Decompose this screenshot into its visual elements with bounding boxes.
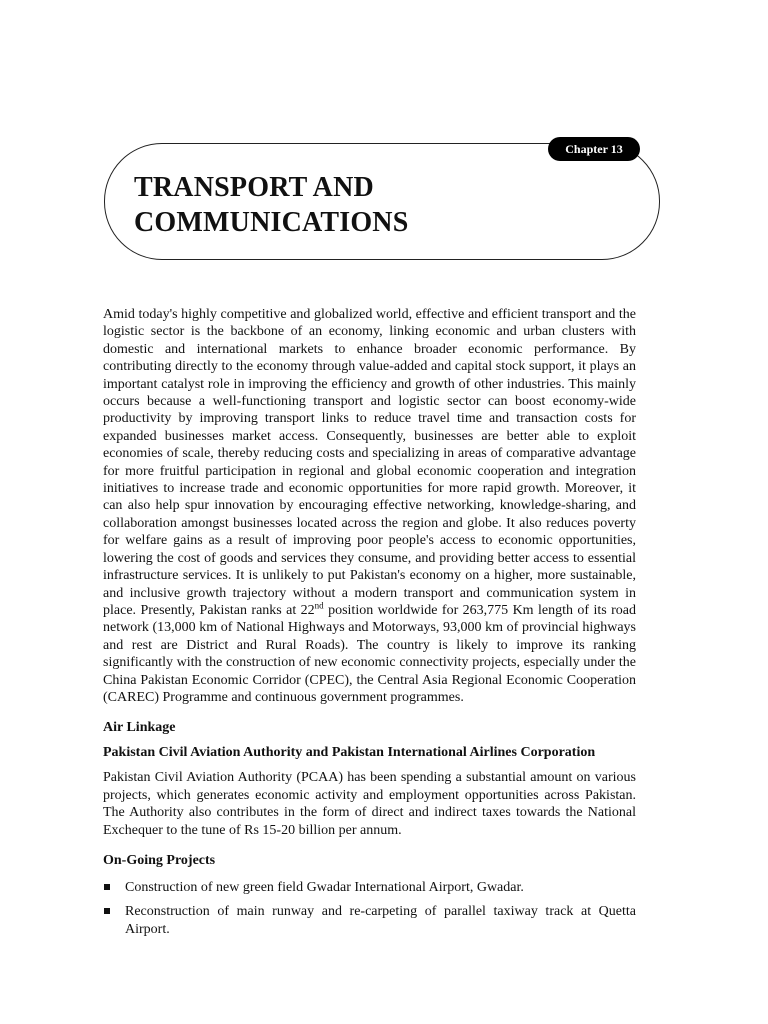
intro-text-after-rank: position worldwide for 263,775 Km length of its road network (13,000 km of National Highways and Motorways, 93,000 km of provincial highways and rest are District and Rural Roads). The country is likely to improve its ranking significantly with the construction of new economic connectivity projects, especially under the China Pakistan Economic Corridor (CPEC), the Central Asia Regional Economic Cooperation (CAREC) Programme and continuous government programmes. bbox=[103, 602, 636, 705]
pcaa-paragraph: Pakistan Civil Aviation Authority (PCAA) has been spending a substantial amount on various projects, which generates economic activity and employment opportunities across Pakistan. The Authority also contributes in the form of direct and indirect taxes towards the National Exchequer to the tune of Rs 15-20 billion per annum. bbox=[103, 770, 636, 838]
list-item: Reconstruction of main runway and re-carpeting of parallel taxiway track at Quetta Airport. bbox=[103, 903, 636, 938]
intro-paragraph bbox=[103, 306, 636, 706]
chapter-title-line-1: TRANSPORT AND bbox=[134, 172, 374, 203]
subsection-heading-pcaa-pia: Pakistan Civil Aviation Authority and Pakistan International Airlines Corporation bbox=[103, 745, 596, 761]
intro-text-before-rank: Amid today's highly competitive and globalized world, effective and efficient transport and the logistic sector is the backbone of an economy, linking economic and urban clusters with domestic and international markets to enhance broader economic performance. By contributing directly to the economy through value-added and capital stock support, it plays an important catalyst role in improving the efficiency and growth of other industries. This mainly occurs because a well-functioning transport and logistic sector can boost economy-wide productivity by improving transport links to reduce travel time and transaction costs for expanded businesses market access. Consequently, businesses are better able to exploit economies of scale, thereby reducing costs and specializing in areas of comparative advantage for more fruitful participation in regional and global economic cooperation and integration initiatives to increase trade and economic opportunities for more rapid growth. Moreover, it can also help spur innovation by encouraging effective networking, knowledge-sharing, and collaboration amongst businesses located across the region and globe. It also reduces poverty for welfare gains as a result of improving poor people's access to economic opportunities, lowering the cost of goods and services they consume, and providing better access to essential infrastructure services. It is unlikely to put Pakistan's economy on a higher, more sustainable, and inclusive growth trajectory without a modern transport and communication system in place. Presently, Pakistan ranks at 22 bbox=[103, 307, 636, 618]
chapter-title-line-2: COMMUNICATIONS bbox=[134, 207, 409, 238]
chapter-title bbox=[134, 170, 409, 240]
page-body bbox=[103, 306, 636, 945]
ongoing-projects-list bbox=[103, 879, 636, 938]
section-heading-air-linkage: Air Linkage bbox=[103, 720, 176, 736]
chapter-label: Chapter 13 bbox=[548, 137, 640, 161]
list-item: Construction of new green field Gwadar International Airport, Gwadar. bbox=[103, 879, 636, 896]
rank-ordinal-suffix: nd bbox=[314, 600, 324, 611]
section-heading-ongoing-projects: On-Going Projects bbox=[103, 852, 216, 868]
